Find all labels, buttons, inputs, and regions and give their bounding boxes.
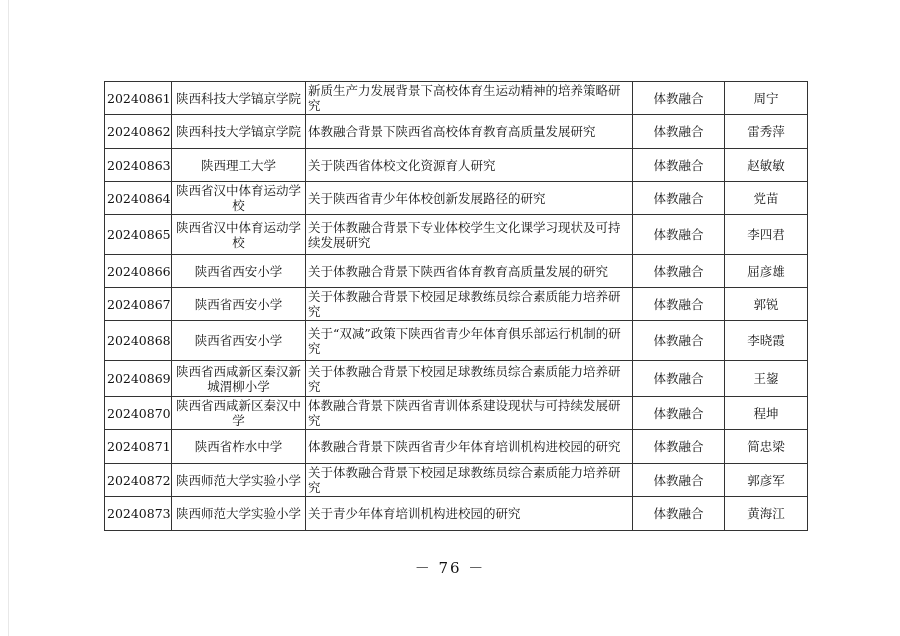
cell-project-id: 20240862 [105,115,172,149]
cell-name: 李四君 [725,215,808,255]
cell-category: 体教融合 [633,464,725,497]
cell-category: 体教融合 [633,430,725,464]
cell-category: 体教融合 [633,397,725,430]
page-number: － 76 － [414,559,486,577]
cell-name: 党苗 [725,182,808,215]
table-row [105,397,808,430]
table-row [105,255,808,288]
cell-name: 郭彦军 [725,464,808,497]
cell-title: 关于体教融合背景下校园足球教练员综合素质能力培养研究 [306,361,633,397]
page-edge-line [8,0,9,636]
cell-title: 关于体教融合背景下陕西省体育教育高质量发展的研究 [306,255,633,288]
cell-category: 体教融合 [633,82,725,115]
cell-name: 雷秀萍 [725,115,808,149]
cell-category: 体教融合 [633,288,725,321]
cell-unit: 陕西省西安小学 [172,321,306,361]
cell-title: 体教融合背景下陕西省高校体育教育高质量发展研究 [306,115,633,149]
project-table [104,81,808,531]
table-row [105,464,808,497]
cell-category: 体教融合 [633,215,725,255]
cell-name: 赵敏敏 [725,149,808,182]
cell-category: 体教融合 [633,361,725,397]
cell-project-id: 20240869 [105,361,172,397]
cell-title: 关于“双减”政策下陕西省青少年体育俱乐部运行机制的研究 [306,321,633,361]
cell-unit: 陕西省柞水中学 [172,430,306,464]
cell-project-id: 20240870 [105,397,172,430]
table-row [105,361,808,397]
cell-unit: 陕西理工大学 [172,149,306,182]
cell-unit: 陕西科技大学镐京学院 [172,82,306,115]
cell-unit: 陕西省汉中体育运动学校 [172,182,306,215]
cell-category: 体教融合 [633,182,725,215]
cell-project-id: 20240872 [105,464,172,497]
table-row [105,430,808,464]
table-row [105,182,808,215]
table-row [105,149,808,182]
cell-category: 体教融合 [633,497,725,531]
cell-project-id: 20240868 [105,321,172,361]
cell-title: 关于陕西省体校文化资源育人研究 [306,149,633,182]
cell-title: 关于陕西省青少年体校创新发展路径的研究 [306,182,633,215]
table-row [105,321,808,361]
cell-category: 体教融合 [633,115,725,149]
table-row [105,497,808,531]
cell-title: 体教融合背景下陕西省青少年体育培训机构进校园的研究 [306,430,633,464]
cell-name: 李晓霞 [725,321,808,361]
cell-name: 郭锐 [725,288,808,321]
cell-name: 程坤 [725,397,808,430]
table-row [105,82,808,115]
cell-unit: 陕西师范大学实验小学 [172,464,306,497]
cell-title: 关于青少年体育培训机构进校园的研究 [306,497,633,531]
cell-category: 体教融合 [633,321,725,361]
cell-name: 简忠梁 [725,430,808,464]
cell-category: 体教融合 [633,255,725,288]
table-row [105,215,808,255]
cell-unit: 陕西省西安小学 [172,255,306,288]
cell-unit: 陕西科技大学镐京学院 [172,115,306,149]
table-body [105,82,808,531]
cell-name: 周宁 [725,82,808,115]
cell-title: 新质生产力发展背景下高校体育生运动精神的培养策略研究 [306,82,633,115]
cell-project-id: 20240865 [105,215,172,255]
cell-unit: 陕西省西安小学 [172,288,306,321]
cell-project-id: 20240873 [105,497,172,531]
cell-category: 体教融合 [633,149,725,182]
cell-title: 关于体教融合背景下校园足球教练员综合素质能力培养研究 [306,288,633,321]
cell-project-id: 20240867 [105,288,172,321]
cell-project-id: 20240871 [105,430,172,464]
cell-title: 关于体教融合背景下专业体校学生文化课学习现状及可持续发展研究 [306,215,633,255]
cell-title: 关于体教融合背景下校园足球教练员综合素质能力培养研究 [306,464,633,497]
cell-name: 黄海江 [725,497,808,531]
cell-project-id: 20240864 [105,182,172,215]
table-row [105,288,808,321]
cell-unit: 陕西省西咸新区秦汉中学 [172,397,306,430]
cell-name: 屈彦雄 [725,255,808,288]
cell-title: 体教融合背景下陕西省青训体系建设现状与可持续发展研究 [306,397,633,430]
cell-name: 王鋆 [725,361,808,397]
table-row [105,115,808,149]
cell-unit: 陕西省汉中体育运动学校 [172,215,306,255]
cell-project-id: 20240861 [105,82,172,115]
cell-project-id: 20240863 [105,149,172,182]
cell-unit: 陕西师范大学实验小学 [172,497,306,531]
cell-project-id: 20240866 [105,255,172,288]
cell-unit: 陕西省西咸新区秦汉新城渭柳小学 [172,361,306,397]
